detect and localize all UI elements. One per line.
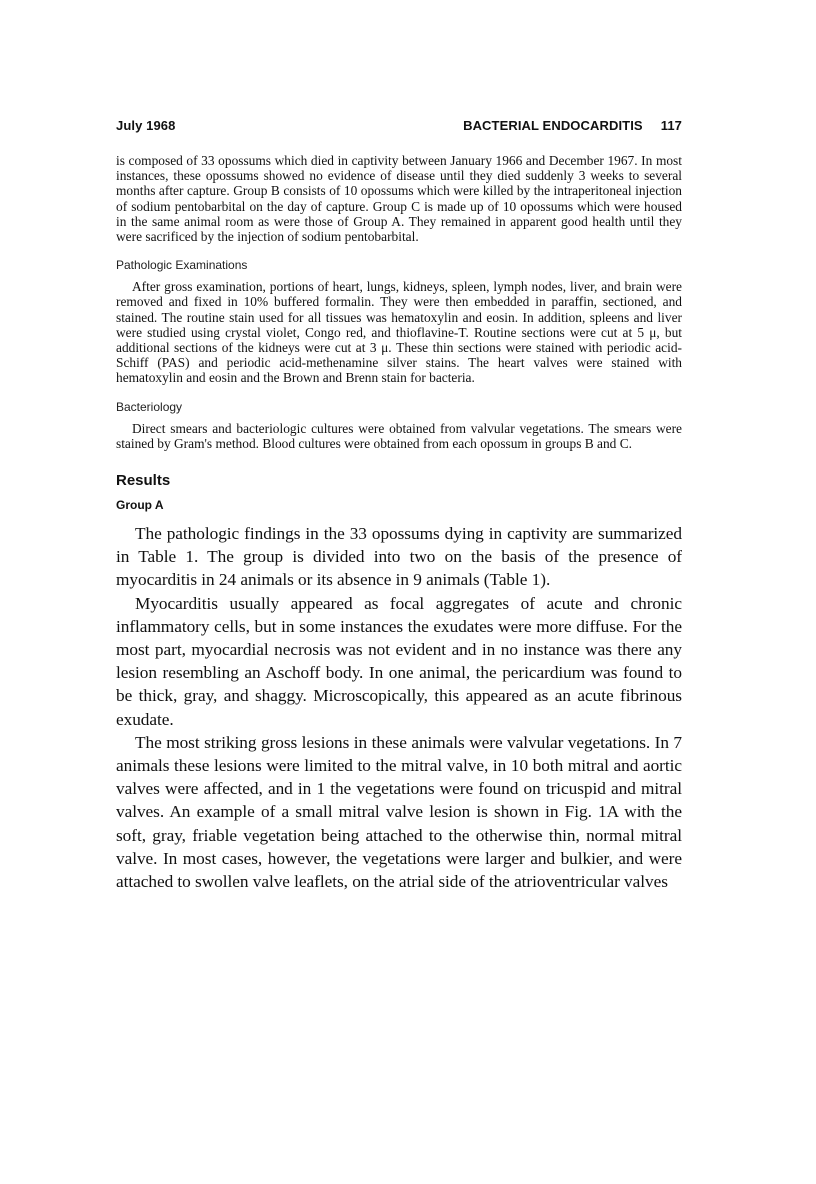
header-right: [463, 118, 682, 133]
group-a-heading: Group A: [116, 498, 164, 513]
running-head: [116, 118, 682, 133]
page-number: 117: [660, 118, 682, 133]
intro-paragraph: is composed of 33 opossums which died in captivity between January 1966 and December 1967. In most instances, these opossums showed no evidence of disease until they died suddenly 3 weeks to several months after capture. Group B consists of 10 opossums which were killed by the intraperitoneal injection of sodium pentobarbital on the day of capture. Group C is made up of 10 opossums which were housed in the same animal room as were those of Group A. They remained in apparent good health until they were sacrificed by the injection of sodium pentobarbital.: [116, 153, 682, 245]
page: [116, 118, 682, 893]
bacteriology-heading: Bacteriology: [116, 399, 183, 414]
results-paragraph: The pathologic findings in the 33 opossums dying in captivity are summarized in Table 1. The group is divided into two on the basis of the presence of myocarditis in 24 animals or its absence in 9 animals (Table 1).: [116, 524, 682, 590]
pathologic-paragraph: After gross examination, portions of heart, lungs, kidneys, spleen, lymph nodes, liver, and brain were removed and fixed in 10% buffered formalin. They were then embedded in paraffin, sectioned, and stained. The routine stain used for all tissues was hematoxylin and eosin. In addition, spleens and liver were studied using crystal violet, Congo red, and thioflavine-T. Routine sections were cut at 5 μ, but additional sections of the kidneys were cut at 3 μ. These thin sections were stained with periodic acid-Schiff (PAS) and periodic acid-methenamine silver stains. The heart valves were stained with hematoxylin and eosin and the Brown and Brenn stain for bacteria.: [116, 279, 682, 386]
results-paragraph: Myocarditis usually appeared as focal aggregates of acute and chronic inflammatory cells, but in some instances the exudates were more diffuse. For the most part, myocardial necrosis was not evident and in no instance was there any lesion resembling an Aschoff body. In one animal, the pericardium was found to be thick, gray, and shaggy. Microscopically, this appeared as an acute fibrinous exudate.: [116, 593, 682, 729]
header-date: July 1968: [116, 118, 176, 133]
running-title: BACTERIAL ENDOCARDITIS: [463, 118, 643, 133]
results-heading: Results: [116, 472, 171, 490]
pathologic-heading: Pathologic Examinations: [116, 258, 248, 273]
bacteriology-paragraph: Direct smears and bacteriologic cultures were obtained from valvular vegetations. The smears were stained by Gram's method. Blood cultures were obtained from each opossum in groups B and C.: [116, 420, 682, 451]
results-paragraph: The most striking gross lesions in these animals were valvular vegetations. In 7 animals these lesions were limited to the mitral valve, in 10 both mitral and aortic valves were affected, and in 1 the vegetations were found on tricuspid and mitral valves. An example of a small mitral valve lesion is shown in Fig. 1A with the soft, gray, friable vegetation being attached to the otherwise thin, normal mitral valve. In most cases, however, the vegetations were larger and bulkier, and were attached to swollen valve leaflets, on the atrial side of the atrioventricular valves: [116, 732, 682, 892]
